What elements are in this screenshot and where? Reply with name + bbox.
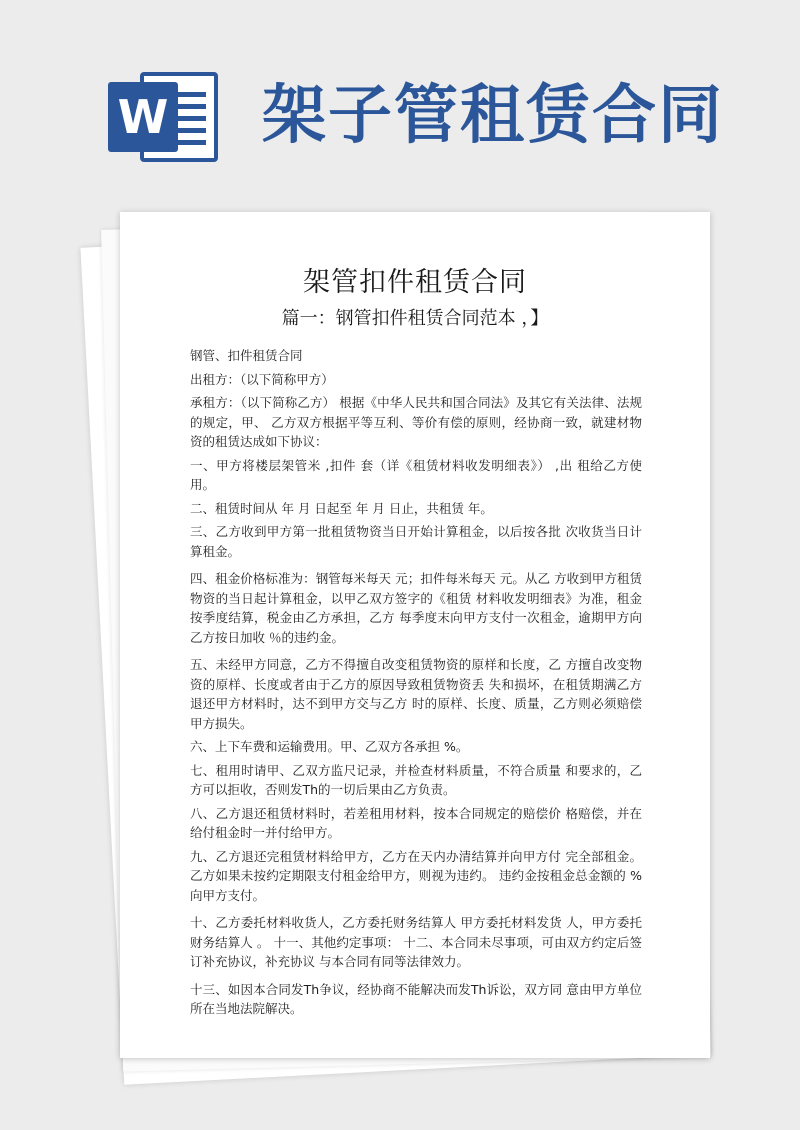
paragraph: 十、乙方委托材料收货人，乙方委托财务结算人 甲方委托材料发货 人，甲方委托财务结算人 。 十一、其他约定事项： 十二、本合同未尽事项，可由双方约定后签订补充协议，补充协议 与本合同有同等法律效力。	[190, 915, 642, 969]
document-title: 架管扣件租赁合同	[303, 267, 527, 298]
paragraph: 五、未经甲方同意，乙方不得擅自改变租赁物资的原样和长度，乙 方擅自改变物资的原样、长度或者由于乙方的原因导致租赁物资丢 失和损坏，在租赁期满乙方退还甲方材料时，达不到甲方交与乙方 时的原样、长度、质量，乙方则必须赔偿甲方损失。	[190, 657, 642, 731]
document-subtitle: 篇一：钢管扣件租赁合同范本 ，】	[281, 308, 549, 329]
paragraph: 钢管、扣件租赁合同	[190, 348, 303, 363]
word-icon	[108, 72, 218, 162]
paragraph: 八、乙方退还租赁材料时，若差租用材料，按本合同规定的赔偿价 格赔偿，并在给付租金时一并付给甲方。	[190, 805, 642, 840]
paragraph: 七、租用时请甲、乙双方监尺记录，并检查材料质量，不符合质量 和要求的，乙方可以拒收，否则发Th的一切后果由乙方负责。	[190, 762, 642, 797]
document-page	[120, 212, 710, 1058]
paragraph: 六、上下车费和运输费用。甲、乙双方各承担 %。	[190, 739, 469, 754]
paragraph: 四、租金价格标准为：钢管每米每天 元；扣件每米每天 元。从乙 方收到甲方租赁物资的当日起计算租金，以甲乙双方签字的《租赁 材料收发明细表》为准，租金按季度结算，税金由乙方承担，乙方 每季度末向甲方支付一次租金，逾期甲方向乙方按日加收 ％的违约金。	[190, 571, 642, 645]
paragraph: 三、乙方收到甲方第一批租赁物资当日开始计算租金，以后按各批 次收货当日计算租金。	[190, 524, 642, 559]
word-icon-letter: W	[108, 82, 178, 152]
paragraph: 十三、如因本合同发Th争议，经协商不能解决而发Th诉讼，双方同 意由甲方单位所在当地法院解决。	[190, 981, 642, 1016]
banner-title: 架子管租赁合同	[262, 79, 724, 153]
paragraph: 二、租赁时间从 年 月 日起至 年 月 日止，共租赁 年。	[190, 500, 493, 516]
paragraph: 承租方：（以下简称乙方） 根据《中华人民共和国合同法》及其它有关法律、法规的规定，甲、 乙方双方根据平等互利、等价有偿的原则，经协商一致，就建材物 资的租赁达成如下协议：	[190, 395, 642, 449]
document-body	[190, 346, 642, 1023]
paragraph: 九、乙方退还完租赁材料给甲方，乙方在天内办清结算并向甲方付 完全部租金。乙方如果未按约定期限支付租金给甲方，则视为违约。 违约金按租金总金额的 %向甲方支付。	[190, 848, 642, 903]
banner-header	[0, 0, 800, 190]
paragraph: 一、甲方将楼层架管米 ,扣件 套（详《租赁材料收发明细表》） ,出 租给乙方使用。	[190, 457, 642, 492]
paragraph: 出租方：（以下简称甲方）	[190, 371, 334, 387]
